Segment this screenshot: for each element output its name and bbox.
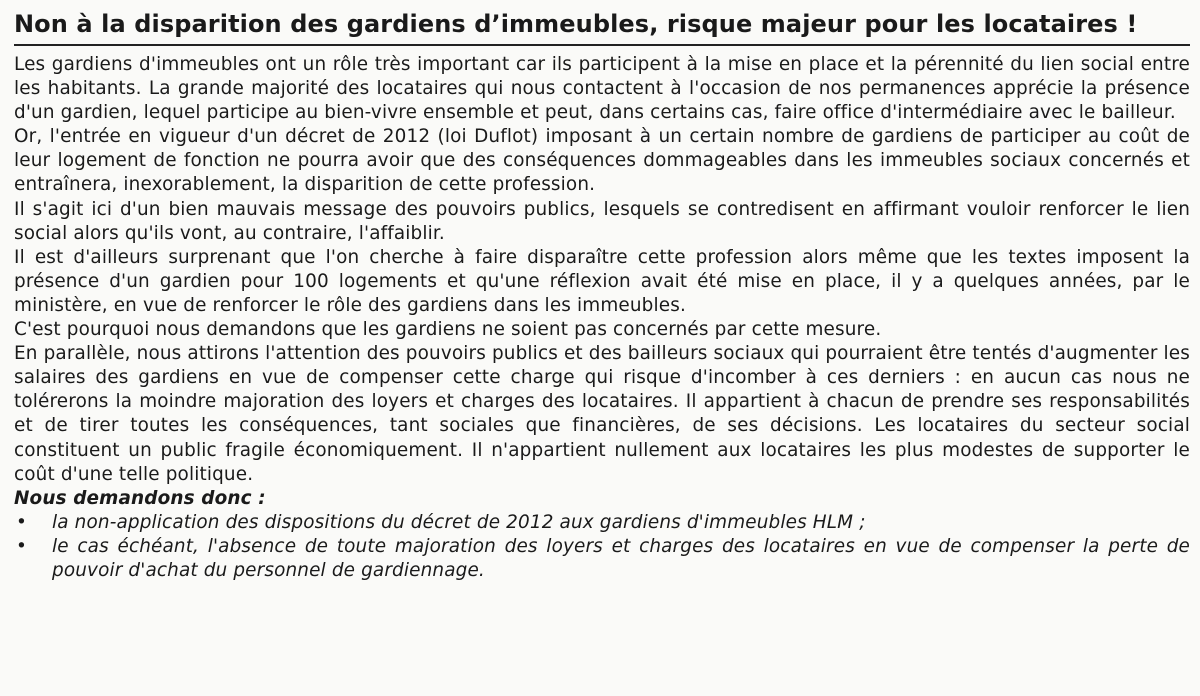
demand-item-absence-majoration [14, 535, 1190, 583]
demands-list [14, 511, 1190, 583]
paragraph-demande-mesure: C'est pourquoi nous demandons que les gardiens ne soient pas concernés par cette mesure. [14, 319, 882, 341]
demand-item-non-application [14, 511, 1190, 535]
title-underline [14, 44, 1190, 46]
bullet-icon: • [16, 511, 27, 533]
paragraph-decret-2012: Or, l'entrée en vigueur d'un décret de 2012 (loi Duflot) imposant à un certain nombre de gardiens de participer au coût de leur logement de fonction ne pourra avoir que des conséquences dommageables dans les immeubles sociaux concernés et entraînera, inexorablement, la disparition de cette profession. [14, 126, 1190, 196]
paragraph-gardiens-role: Les gardiens d'immeubles ont un rôle très important car ils participent à la mise en place et la pérennité du lien social entre les habitants. La grande majorité des locataires qui nous contactent à l'occasion de nos permanences apprécie la présence d'un gardien, lequel participe au bien-vivre ensemble et peut, dans certains cas, faire office d'intermédiaire avec le bailleur. [14, 54, 1190, 124]
demands-heading: Nous demandons donc : [14, 487, 266, 509]
demand-item-text: la non-application des dispositions du décret de 2012 aux gardiens d'immeubles HLM ; [52, 511, 866, 533]
paragraph-en-parallele: En parallèle, nous attirons l'attention des pouvoirs publics et des bailleurs sociaux qui pourraient être tentés d'augmenter les salaires des gardiens en vue de compenser cette charge qui risque d'incomber à ces derniers : en aucun cas nous ne tolérerons la moindre majoration des loyers et charges des locataires. Il appartient à chacun de prendre ses responsabilités et de tirer toutes les conséquences, tant sociales que financières, de ses décisions. Les locataires du secteur social constituent un public fragile économiquement. Il n'appartient nullement aux locataires les plus modestes de supporter le coût d'une telle politique. [14, 343, 1190, 485]
bullet-icon: • [16, 535, 27, 557]
paragraph-textes-100-logements: Il est d'ailleurs surprenant que l'on cherche à faire disparaître cette profession alors même que les textes imposent la présence d'un gardien pour 100 logements et qu'une réflexion avait été mise en place, il y a quelques années, par le ministère, en vue de renforcer le rôle des gardiens dans les immeubles. [14, 246, 1190, 316]
article-title: Non à la disparition des gardiens d’immeubles, risque majeur pour les locataires ! [14, 10, 1138, 38]
demand-item-text: le cas échéant, l'absence de toute majoration des loyers et charges des locataires en vue de compenser la perte de pouvoir d'achat du personnel de gardiennage. [52, 535, 1190, 581]
article-body [14, 53, 1190, 583]
paragraph-mauvais-message: Il s'agit ici d'un bien mauvais message des pouvoirs publics, lesquels se contredisent en affirmant vouloir renforcer le lien social alors qu'ils vont, au contraire, l'affaiblir. [14, 198, 1190, 244]
